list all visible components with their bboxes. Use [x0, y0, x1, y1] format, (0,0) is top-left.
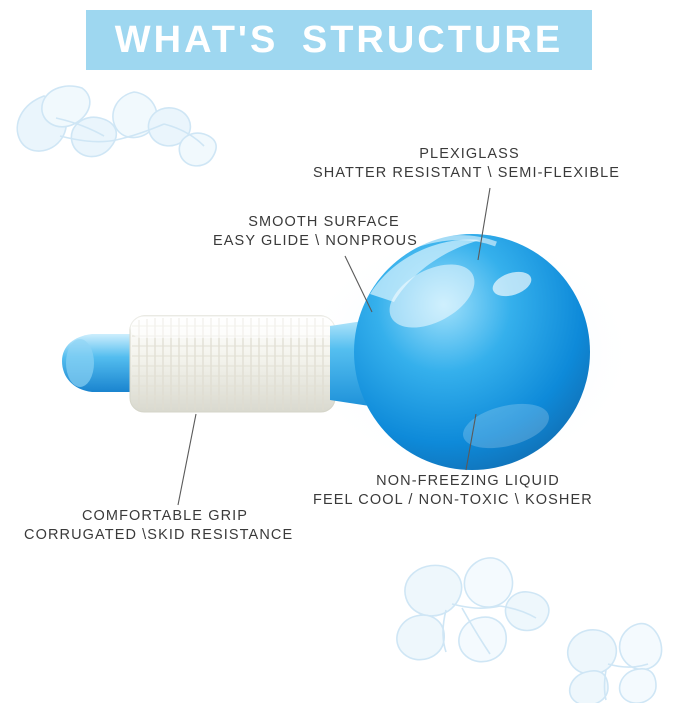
- product-illustration: [40, 230, 650, 480]
- label-comfortable-grip-line1: COMFORTABLE GRIP: [81, 508, 249, 524]
- label-non-freezing-liquid-line2: FEEL COOL / NON-TOXIC \ KOSHER: [313, 492, 593, 508]
- label-plexiglass-line2: SHATTER RESISTANT \ SEMI-FLEXIBLE: [313, 165, 621, 181]
- label-smooth-surface-line1: SMOOTH SURFACE: [248, 214, 400, 230]
- label-smooth-surface-line2: EASY GLIDE \ NONPROUS: [213, 233, 418, 249]
- flower-top-left-icon: [4, 78, 234, 188]
- label-comfortable-grip: [24, 507, 306, 545]
- flower-bottom-right-icon: [556, 620, 676, 703]
- label-plexiglass-line1: PLEXIGLASS: [419, 146, 520, 162]
- label-plexiglass: [313, 145, 626, 183]
- label-smooth-surface: [213, 213, 435, 251]
- page-title: WHAT'S STRUCTURE: [114, 18, 564, 61]
- label-comfortable-grip-line2: CORRUGATED \SKID RESISTANCE: [24, 527, 294, 543]
- label-non-freezing-liquid-line1: NON-FREEZING LIQUID: [376, 473, 560, 489]
- flower-bottom-center-icon: [382, 550, 567, 675]
- page-title-banner: [86, 10, 592, 70]
- label-non-freezing-liquid: [313, 472, 623, 510]
